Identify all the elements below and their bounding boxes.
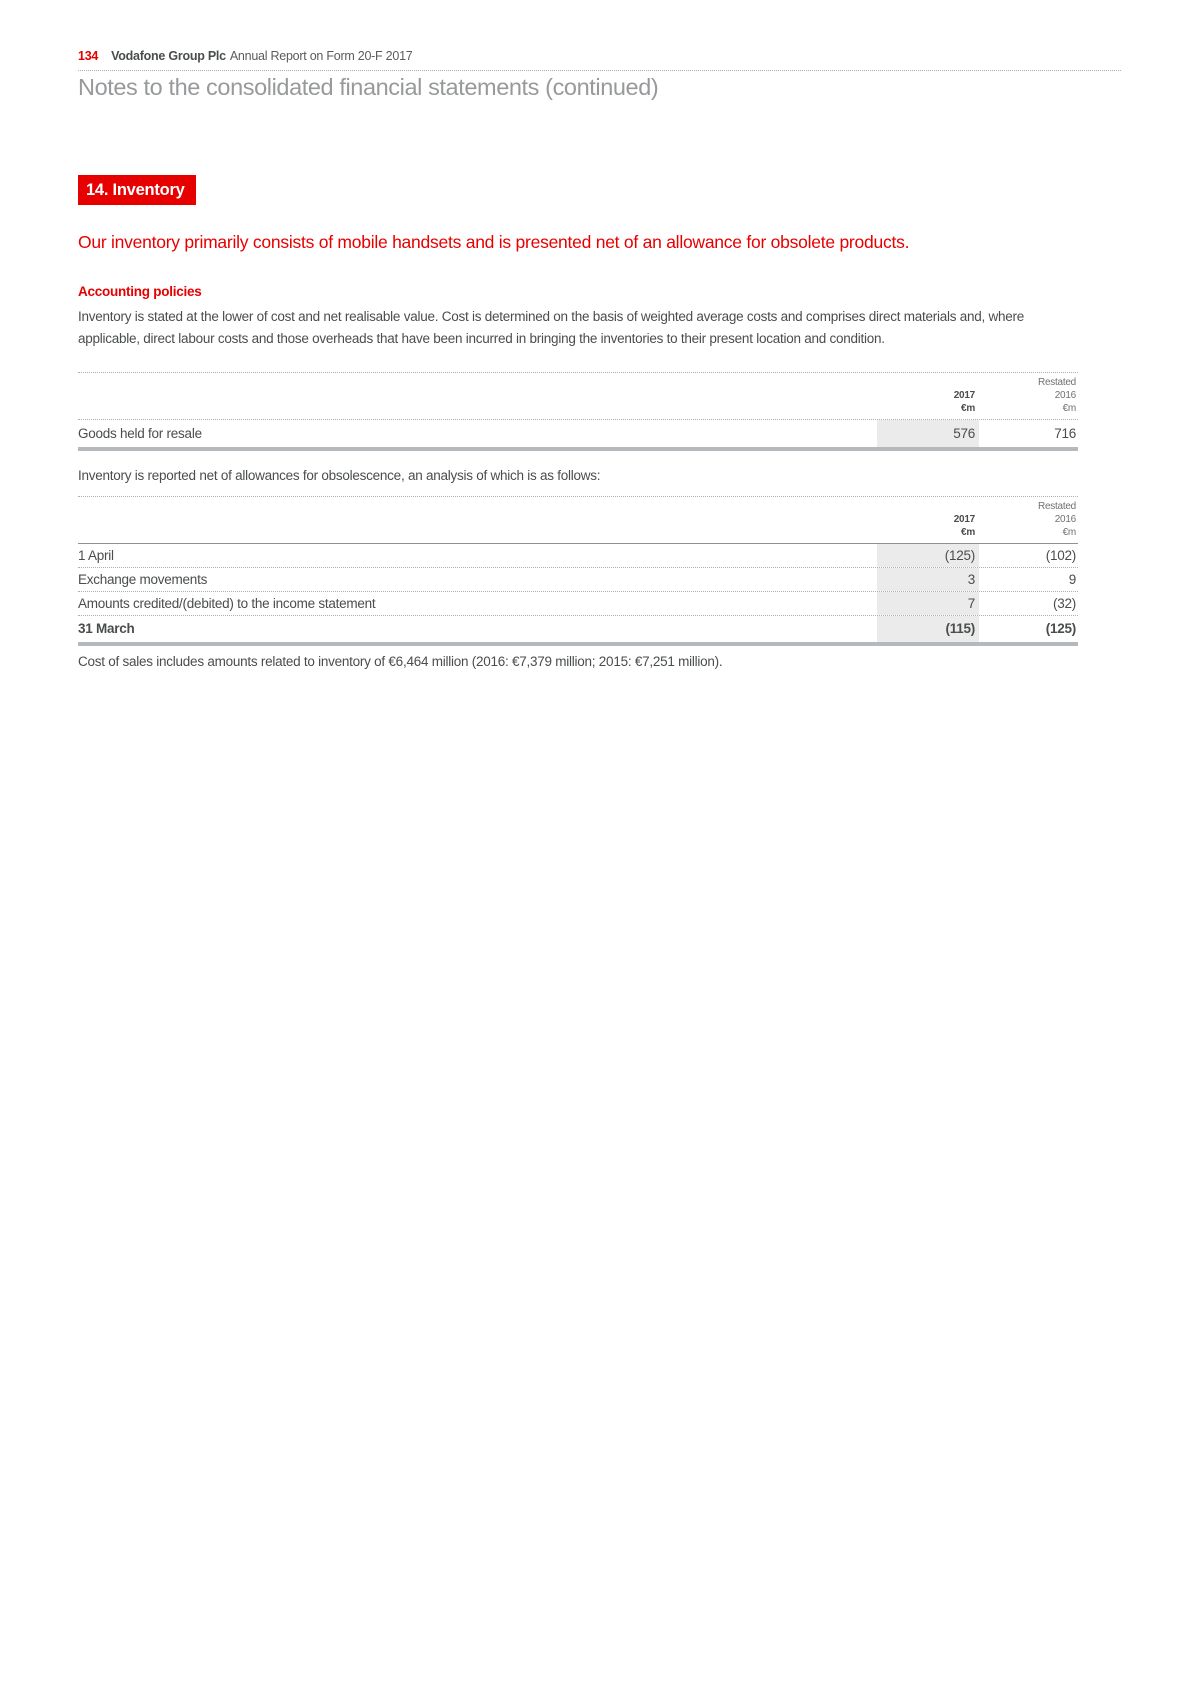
value-2016: (32) (1052, 596, 1076, 611)
page-title: Notes to the consolidated financial statements (continued) (78, 74, 659, 100)
year-2017-label: 2017 (953, 390, 975, 401)
column-2017-header (877, 376, 979, 415)
value-2017: (115) (877, 616, 979, 642)
goods-table-header (78, 373, 1078, 419)
table-row (78, 419, 1078, 447)
table-total-row (78, 615, 1078, 642)
year-2016-label: 2016 (1054, 390, 1076, 401)
year-2016-label: 2016 (1054, 514, 1076, 525)
value-2016: 716 (1054, 426, 1076, 441)
value-2017: 576 (877, 420, 979, 447)
section-badge: 14. Inventory (78, 175, 196, 205)
header-spacer (78, 500, 877, 539)
unit-2017-label: €m (961, 527, 975, 538)
table-bottom-rule (78, 642, 1078, 646)
value-2016: (102) (1045, 548, 1076, 563)
restated-label: Restated (1037, 501, 1076, 512)
column-2016-header (979, 376, 1078, 415)
table-row (78, 591, 1078, 615)
value-2017: 3 (877, 568, 979, 591)
company-name: Vodafone Group Plc (111, 49, 226, 63)
accounting-policies-heading: Accounting policies (78, 284, 202, 299)
page-header (78, 49, 412, 63)
value-2017: (125) (877, 544, 979, 567)
row-label: 1 April (78, 548, 114, 563)
cost-of-sales-note: Cost of sales includes amounts related to inventory of €6,464 million (2016: €7,379 million; 2015: €7,251 million). (78, 654, 723, 669)
header-divider (78, 70, 1121, 71)
allowances-table-header (78, 497, 1078, 543)
value-2017: 7 (877, 592, 979, 615)
table-row (78, 543, 1078, 567)
row-label: Goods held for resale (78, 426, 202, 441)
value-2016: (125) (1045, 621, 1076, 636)
page-number: 134 (78, 49, 99, 63)
unit-2017-label: €m (961, 403, 975, 414)
allowances-table (78, 496, 1078, 646)
allowances-intro: Inventory is reported net of allowances for obsolescence, an analysis of which is as follows: (78, 468, 601, 483)
report-title: Annual Report on Form 20-F 2017 (229, 49, 413, 63)
year-2017-label: 2017 (953, 514, 975, 525)
unit-2016-label: €m (1062, 527, 1076, 538)
column-2017-header (877, 500, 979, 539)
unit-2016-label: €m (1062, 403, 1076, 414)
row-label: Exchange movements (78, 572, 208, 587)
row-label: 31 March (78, 621, 135, 636)
goods-held-table (78, 372, 1078, 451)
accounting-policies-body: Inventory is stated at the lower of cost and net realisable value. Cost is determined on the basis of weighted average costs and comprises direct materials and, where applicable, direct labour costs and those overheads that have been incurred in bringing the inventories to their present location and condition. (78, 309, 1025, 346)
section-lead: Our inventory primarily consists of mobile handsets and is presented net of an allowance for obsolete products. (78, 232, 910, 252)
table-bottom-rule (78, 447, 1078, 451)
value-2016: 9 (1068, 572, 1076, 587)
table-row (78, 567, 1078, 591)
column-2016-header (979, 500, 1078, 539)
header-spacer (78, 376, 877, 415)
restated-label: Restated (1037, 377, 1076, 388)
row-label: Amounts credited/(debited) to the income statement (78, 596, 376, 611)
